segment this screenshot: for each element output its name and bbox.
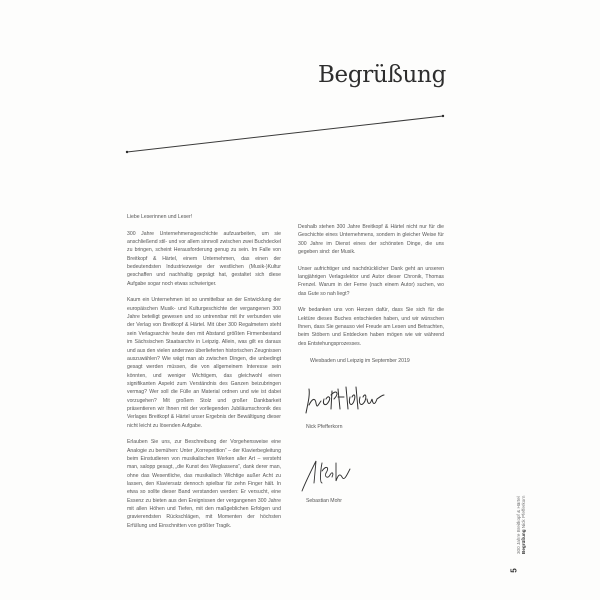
paragraph: Deshalb stehen 300 Jahre Breitkopf & Härtel nicht nur für die Geschichte eines Unternehmens, sondern in gleicher Weise für 300 Jahre im Dienst eines der schönsten Dinge, die uns gegeben sind: der Musik. (298, 224, 444, 256)
section-author: Nick Pfefferkorn (521, 495, 527, 529)
signatory-name: Sebastian Mohr (306, 497, 343, 504)
signature-block-pfefferkorn (298, 375, 444, 437)
paragraph: 300 Jahre Unternehmensgeschichte aufzuarbeiten, um sie anschließend stil- und vor allem sinnvoll zwischen zwei Buchdeckel zu bringen, scheint Herausforderung genug zu sein. Im Falle von Breitkopf & Härtel, einem Unternehmen, das einen der bedeutendsten Industriezweige der westlichen (Musik-)Kultur geschaffen und nachhaltig geprägt hat, gestaltet sich diese Aufgabe sogar noch etwas schwieriger. (127, 230, 281, 287)
section-name: Begrüßung (521, 529, 527, 554)
running-margin (509, 495, 527, 588)
signature-block-mohr (298, 449, 444, 511)
left-text-column (127, 213, 281, 538)
paragraph: Kaum ein Unternehmen ist so unmittelbar an der Entwicklung der europäischen Musik- und Kulturgeschichte der vergangenen 300 Jahre beteiligt gewesen und so untrennbar mit ihr verbunden wie der Verlag von Breitkopf & Härtel. Mit über 300 Regalmetern steht sein Verlagsarchiv heute den mit Abstand größten Firmenbestand im Sächsischen Staatsarchiv in Leipzig. Allein, was gilt es daraus und aus den vielen anderswo überlieferten historischen Zeugnissen auszuwählen? Wie wägt man ab zwischen Dingen, die unbedingt gesagt werden müssen, die von allgemeinem Interesse sein könnten, und weniger Wichtigem, das gleichwohl einen signifikanten Aspekt zum Verständnis des Ganzen beizubringen vermag? Wer soll die Fülle an Material ordnen und wie ist dabei vorzugehen? Mit großem Stolz und großer Dankbarkeit präsentieren wir Ihnen mit der vorliegenden Jubiläumschronik des Verlages Breitkopf & Härtel unser Ergebnis der Bewältigung dieser nicht leicht zu lösenden Aufgabe. (127, 297, 281, 429)
signature-pfefferkorn-icon (298, 375, 408, 420)
page-title: Begrüßung (317, 62, 446, 88)
book-title: 300 Jahre Breitkopf & Härtel (516, 496, 521, 554)
right-text-column (298, 223, 444, 511)
signature-mohr-icon (298, 449, 408, 494)
salutation: Liebe Leserinnen und Leser! (127, 214, 193, 220)
page-number: 5 (509, 568, 519, 573)
paragraph: Unser aufrichtiger und nachdrücklicher Dank geht an unseren langjährigen Verlagslektor und Autor dieser Chronik, Thomas Frenzel. Warum in der Ferne (nach einem Autor) suchen, wo das Gute so nah liegt? (298, 265, 444, 297)
signatory-name: Nick Pfefferkorn (306, 423, 343, 430)
running-header (516, 496, 526, 554)
paragraph: Wir bedanken uns von Herzen dafür, dass Sie sich für die Lektüre dieses Buches entschieden haben, und wir wünschen Ihnen, dass Sie genauso viel Freude am Lesen und Betrachten, beim Stöbern und Entdecken haben mögen wie wir während des Entstehungsprozesses. (298, 307, 444, 347)
place-and-date: Wiesbaden und Leipzig im September 2019 (310, 357, 410, 364)
paragraph: Erlauben Sie uns, zur Beschreibung der Vorgehensweise eine Analogie zu bemühen: Unter „Korrepetition“ – der Klavierbegleitung beim Einstudieren von musikalischen Werken aller Art – versteht man, salopp gesagt, „die Kunst des Weglassens“, dank derer man, ohne das Wesentliche, das musikalisch Wichtige außer Acht zu lassen, den Klaviersatz dennoch spielbar für zehn Finger hält. In etwa so sollte dieser Band verstanden werden: Er versucht, eine Essenz zu bieten aus den Ereignissen der vergangenen 300 Jahre mit allen Höhen und Tiefen, mit den maßgeblichen Erfolgen und gravierendsten Rückschlägen, mit Momenten der höchsten Erfüllung und Einschnitten von größter Tragik. (127, 439, 281, 529)
